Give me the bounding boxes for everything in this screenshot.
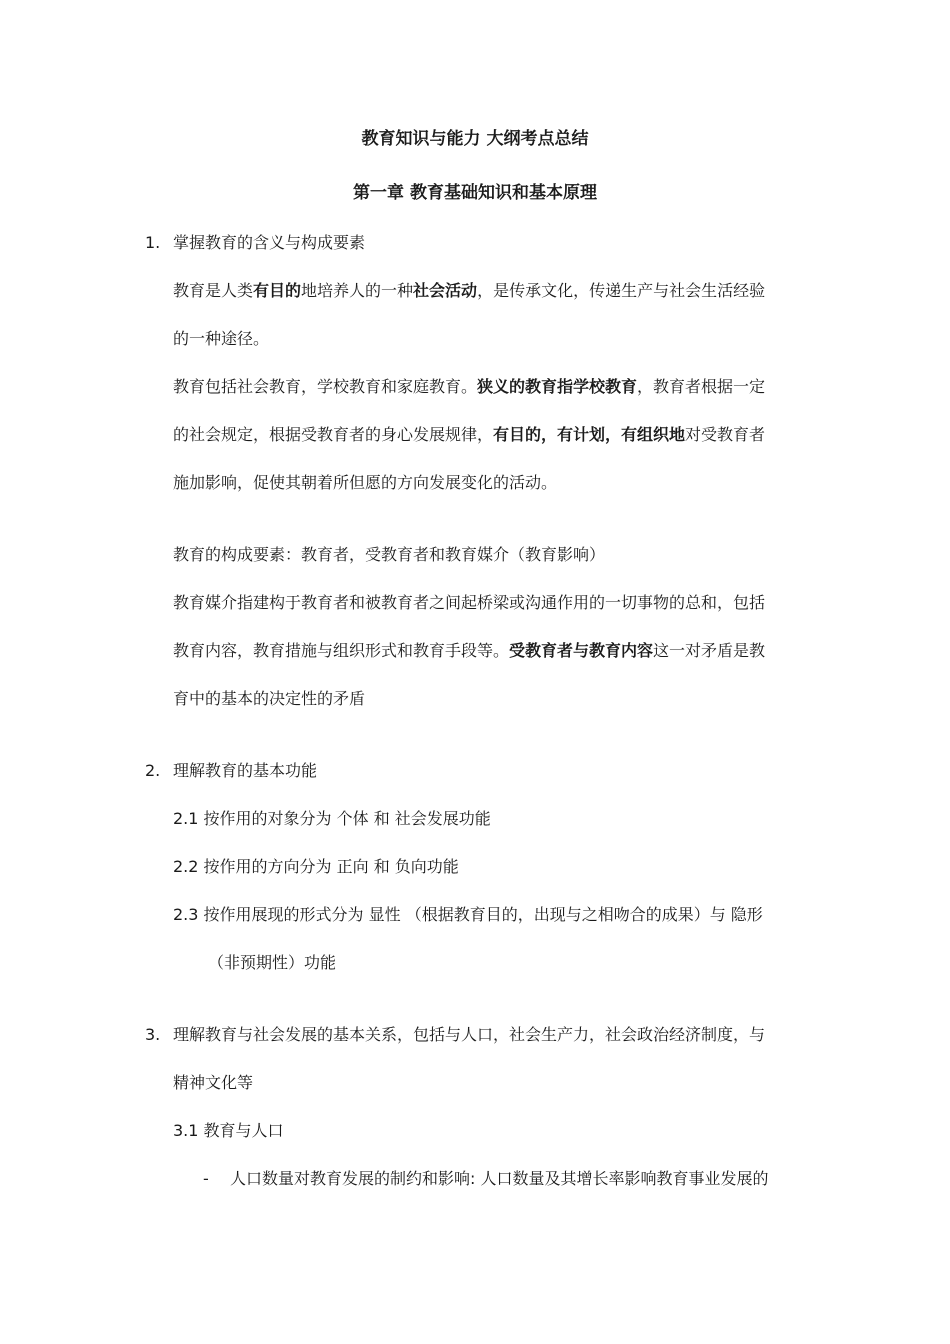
- section-number: 2.: [145, 761, 161, 780]
- paragraph-line: 教育内容，教育措施与组织形式和教育手段等。受教育者与教育内容这一对矛盾是教: [173, 641, 766, 660]
- section-heading: 理解教育的基本功能: [173, 761, 318, 780]
- list-item: 2.2 按作用的方向分为 正向 和 负向功能: [173, 857, 459, 876]
- paragraph-line: 的社会规定，根据受教育者的身心发展规律，有目的，有计划，有组织地对受教育者: [173, 425, 766, 444]
- document-title: 教育知识与能力 大纲考点总结: [361, 129, 589, 149]
- paragraph-line: 教育是人类有目的地培养人的一种社会活动，是传承文化，传递生产与社会生活经验: [173, 281, 766, 300]
- section-heading: 掌握教育的含义与构成要素: [173, 233, 366, 252]
- paragraph-line: 施加影响，促使其朝着所但愿的方向发展变化的活动。: [173, 473, 558, 492]
- section-heading: 理解教育与社会发展的基本关系，包括与人口，社会生产力，社会政治经济制度，与: [173, 1025, 766, 1044]
- list-item-continuation: （非预期性）功能: [208, 953, 337, 972]
- section-heading-continuation: 精神文化等: [173, 1073, 254, 1092]
- list-item: 2.1 按作用的对象分为 个体 和 社会发展功能: [173, 809, 491, 828]
- list-item: 2.3 按作用展现的形式分为 显性 （根据教育目的，出现与之相吻合的成果）与 隐形: [173, 905, 763, 924]
- bullet-text: 人口数量对教育发展的制约和影响: 人口数量及其增长率影响教育事业发展的: [230, 1169, 769, 1188]
- subsection-heading: 3.1 教育与人口: [173, 1121, 284, 1140]
- section-number: 1.: [145, 233, 161, 252]
- paragraph-line: 的一种途径。: [173, 329, 270, 348]
- chapter-title: 第一章 教育基础知识和基本原理: [353, 183, 597, 203]
- paragraph-line: 教育包括社会教育，学校教育和家庭教育。狭义的教育指学校教育，教育者根据一定: [173, 377, 766, 396]
- section-number: 3.: [145, 1025, 161, 1044]
- bullet-dash: -: [203, 1169, 209, 1188]
- paragraph-line: 教育媒介指建构于教育者和被教育者之间起桥梁或沟通作用的一切事物的总和，包括: [173, 593, 766, 612]
- paragraph-line: 教育的构成要素：教育者，受教育者和教育媒介（教育影响）: [173, 545, 606, 564]
- paragraph-line: 育中的基本的决定性的矛盾: [173, 689, 366, 708]
